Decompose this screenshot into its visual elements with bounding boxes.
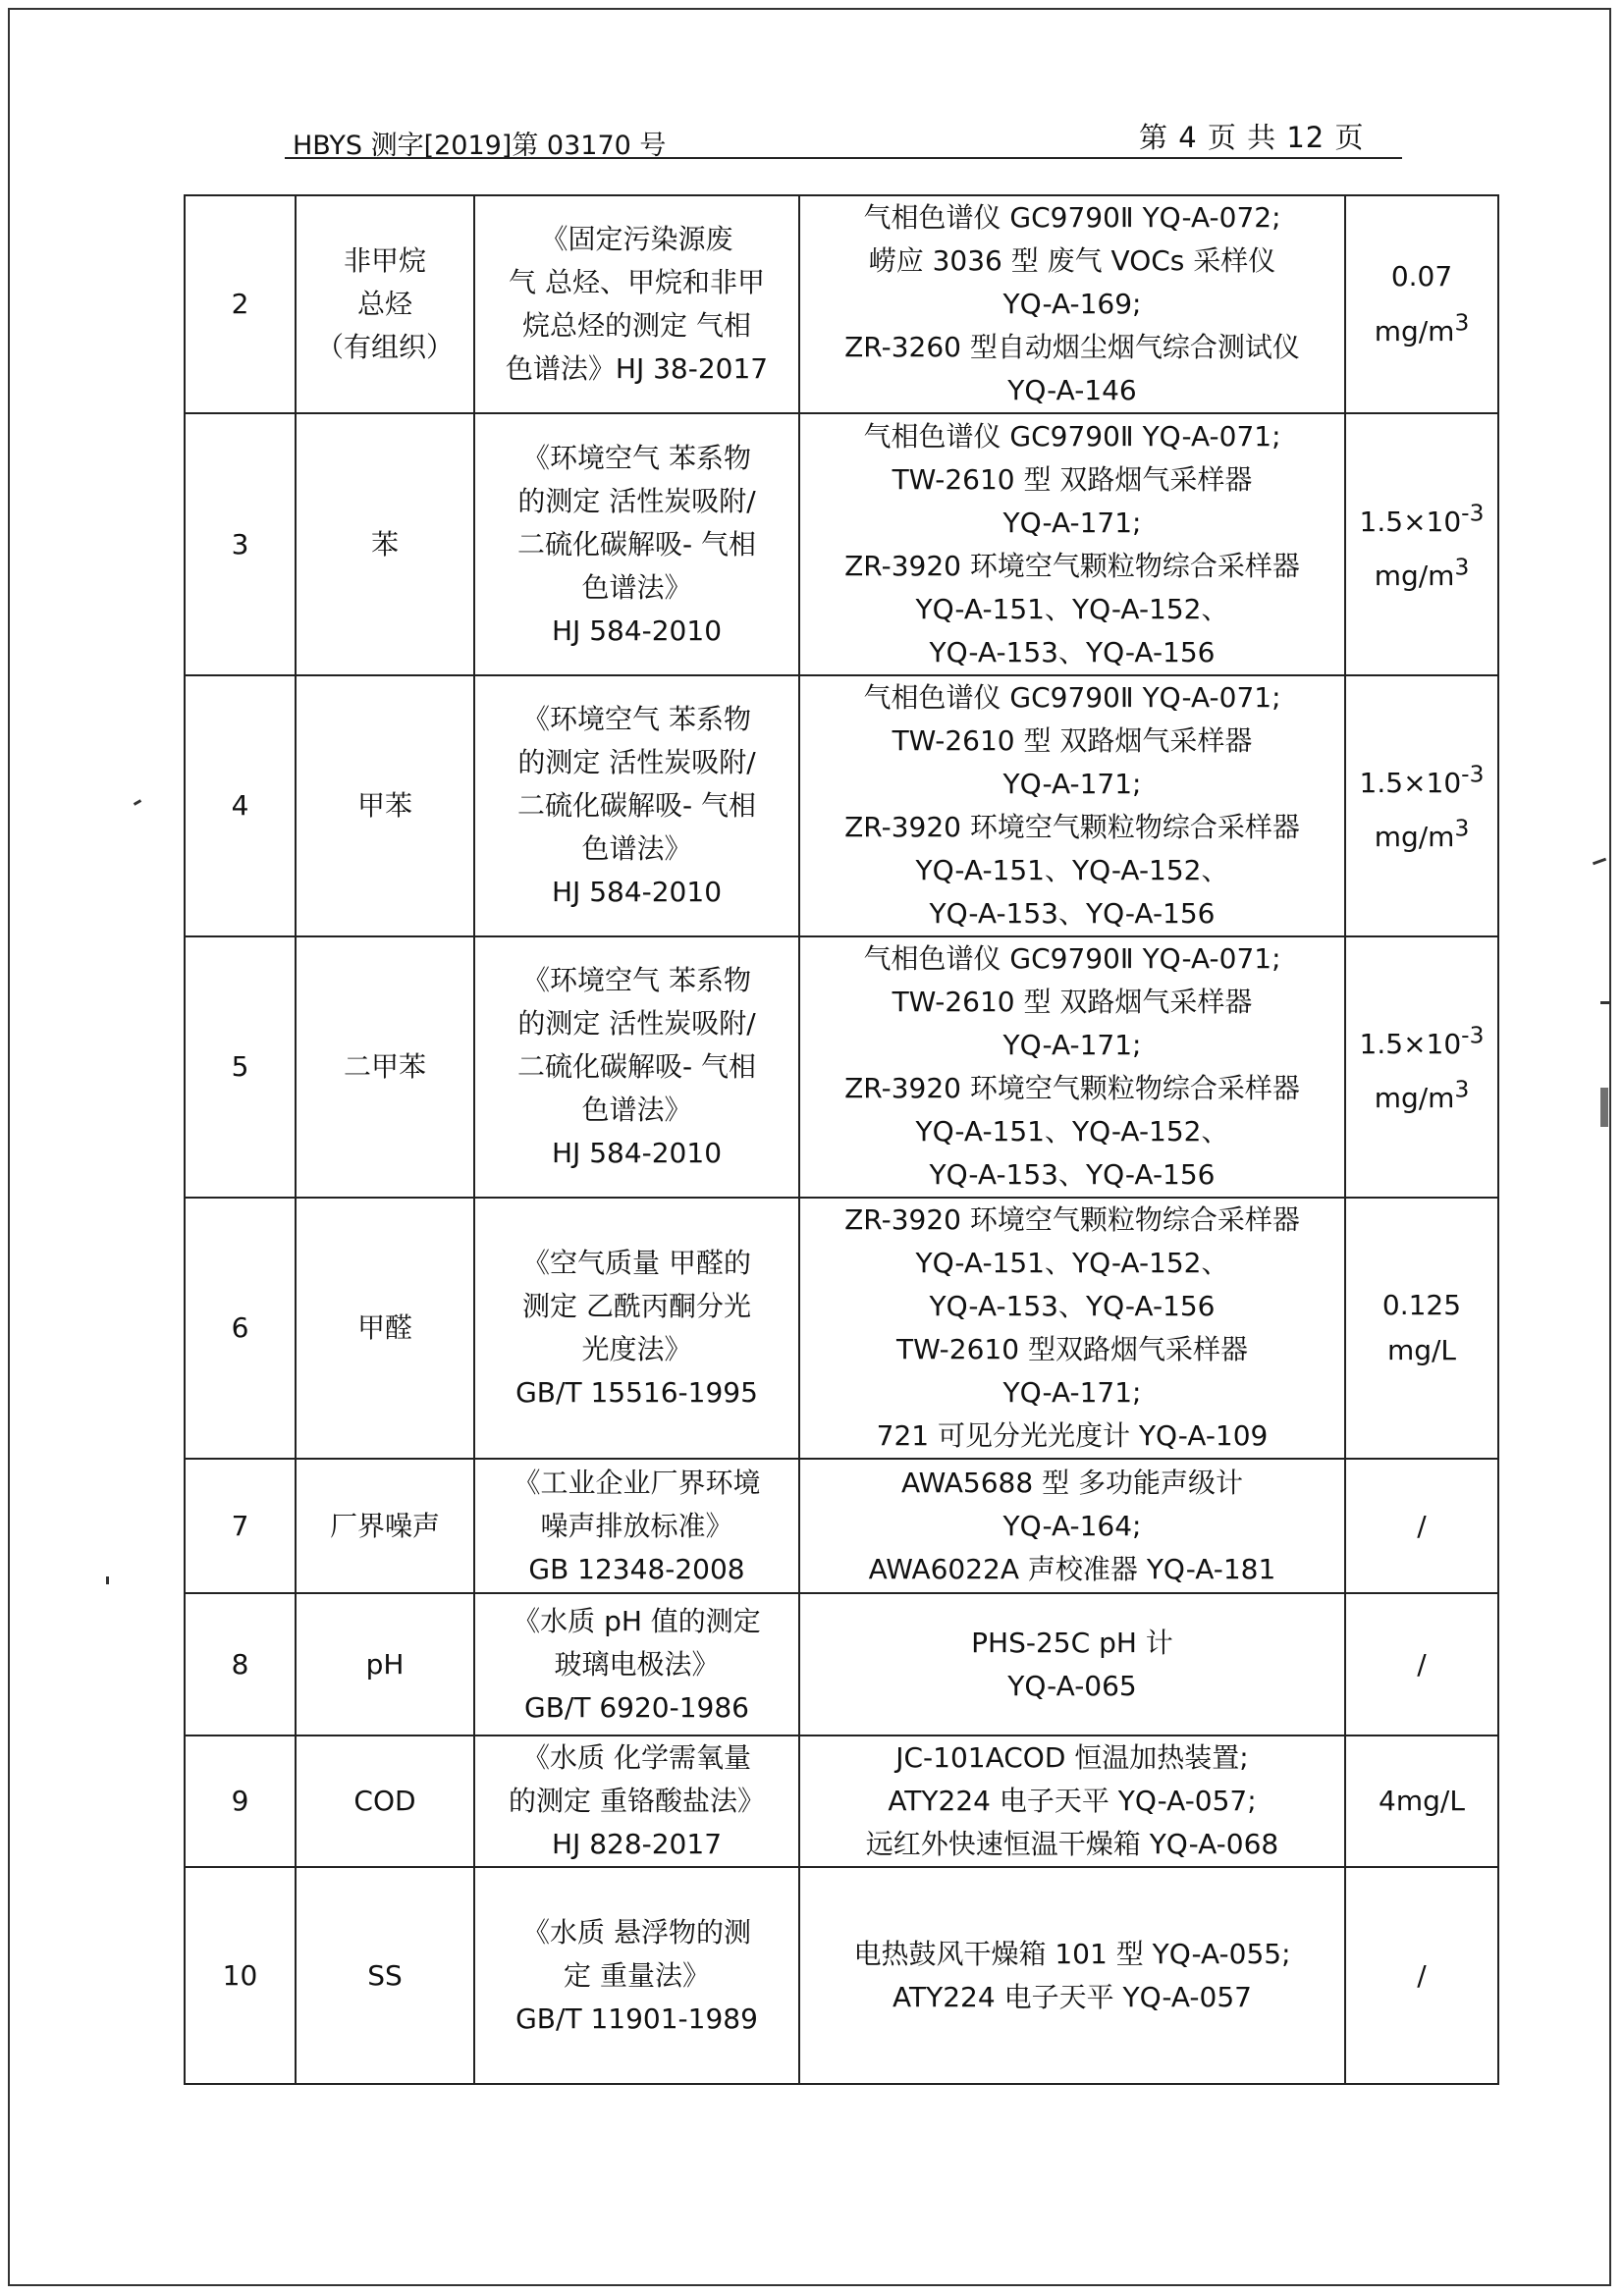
detection-limit [1345,1198,1498,1459]
row-number: 5 [185,936,296,1198]
table-row [185,1593,1498,1735]
scan-mark [1600,1088,1608,1127]
limit-unit: $mg/m^3$ [1374,815,1470,854]
test-item: 甲醛 [296,1198,474,1459]
row-number: 6 [185,1198,296,1459]
table-row [185,195,1498,413]
detection-limit: / [1345,1459,1498,1593]
row-number: 10 [185,1867,296,2084]
test-method: 《环境空气 苯系物 的测定 活性炭吸附/ 二硫化碳解吸- 气相 色谱法》 HJ 584-2010 [474,413,799,675]
test-item: COD [296,1735,474,1867]
limit-value: $1.5\times 10^{-3}$ [1359,760,1485,799]
test-method: 《环境空气 苯系物 的测定 活性炭吸附/ 二硫化碳解吸- 气相 色谱法》 HJ 584-2010 [474,675,799,936]
row-number: 4 [185,675,296,936]
table-row [185,936,1498,1198]
test-equipment: ZR-3920 环境空气颗粒物综合采样器 YQ-A-151、YQ-A-152、 YQ-A-153、YQ-A-156 TW-2610 型双路烟气采样器 YQ-A-171; 721 可见分光光度计 YQ-A-109 [799,1198,1345,1459]
limit-unit: $mg/m^3$ [1374,1076,1470,1115]
test-item: 二甲苯 [296,936,474,1198]
test-equipment: 气相色谱仪 GC9790Ⅱ YQ-A-071; TW-2610 型 双路烟气采样器 YQ-A-171; ZR-3920 环境空气颗粒物综合采样器 YQ-A-151、YQ-A-152、 YQ-A-153、YQ-A-156 [799,413,1345,675]
method-equipment-table [184,194,1499,2085]
table-row [185,1198,1498,1459]
test-method: 《水质 化学需氧量 的测定 重铬酸盐法》 HJ 828-2017 [474,1735,799,1867]
test-equipment: PHS-25C pH 计 YQ-A-065 [799,1593,1345,1735]
row-number: 9 [185,1735,296,1867]
test-item: 甲苯 [296,675,474,936]
detection-limit: 4mg/L [1345,1735,1498,1867]
detection-limit: / [1345,1867,1498,2084]
test-method: 《工业企业厂界环境 噪声排放标准》 GB 12348-2008 [474,1459,799,1593]
table-row [185,1867,1498,2084]
scan-mark [1600,1001,1610,1004]
test-item: 非甲烷 总烃 （有组织） [296,195,474,413]
row-number: 3 [185,413,296,675]
header-rule [285,157,1402,159]
test-item: SS [296,1867,474,2084]
test-equipment: 气相色谱仪 GC9790Ⅱ YQ-A-071; TW-2610 型 双路烟气采样器 YQ-A-171; ZR-3920 环境空气颗粒物综合采样器 YQ-A-151、YQ-A-152、 YQ-A-153、YQ-A-156 [799,675,1345,936]
detection-limit [1345,195,1498,413]
test-equipment: JC-101ACOD 恒温加热装置; ATY224 电子天平 YQ-A-057; 远红外快速恒温干燥箱 YQ-A-068 [799,1735,1345,1867]
table-row [185,1735,1498,1867]
test-method: 《环境空气 苯系物 的测定 活性炭吸附/ 二硫化碳解吸- 气相 色谱法》 HJ 584-2010 [474,936,799,1198]
limit-value: 0.07 [1390,260,1453,294]
page-number: 第 4 页 共 12 页 [1139,121,1365,154]
table-row [185,675,1498,936]
test-item: 厂界噪声 [296,1459,474,1593]
test-method: 《水质 pH 值的测定 玻璃电极法》 GB/T 6920-1986 [474,1593,799,1735]
test-equipment: AWA5688 型 多功能声级计 YQ-A-164; AWA6022A 声校准器 YQ-A-181 [799,1459,1345,1593]
row-number: 8 [185,1593,296,1735]
detection-limit [1345,413,1498,675]
test-equipment: 电热鼓风干燥箱 101 型 YQ-A-055; ATY224 电子天平 YQ-A-057 [799,1867,1345,2084]
test-item: 苯 [296,413,474,675]
limit-value: $1.5\times 10^{-3}$ [1359,1021,1485,1060]
table-row [185,1459,1498,1593]
table-row [185,413,1498,675]
limit-value: 0.125 [1381,1289,1462,1321]
test-equipment: 气相色谱仪 GC9790Ⅱ YQ-A-071; TW-2610 型 双路烟气采样器 YQ-A-171; ZR-3920 环境空气颗粒物综合采样器 YQ-A-151、YQ-A-152、 YQ-A-153、YQ-A-156 [799,936,1345,1198]
limit-value: $1.5\times 10^{-3}$ [1359,499,1485,538]
scan-mark [106,1576,109,1584]
row-number: 2 [185,195,296,413]
test-method: 《固定污染源废 气 总烃、甲烷和非甲 烷总烃的测定 气相 色谱法》HJ 38-2017 [474,195,799,413]
test-item: pH [296,1593,474,1735]
test-method: 《水质 悬浮物的测 定 重量法》 GB/T 11901-1989 [474,1867,799,2084]
limit-unit: $mg/m^3$ [1374,308,1470,347]
report-number: HBYS 测字[2019]第 03170 号 [293,131,667,161]
limit-unit: $mg/m^3$ [1374,553,1470,592]
detection-limit: / [1345,1593,1498,1735]
row-number: 7 [185,1459,296,1593]
detection-limit [1345,675,1498,936]
test-method: 《空气质量 甲醛的 测定 乙酰丙酮分光 光度法》 GB/T 15516-1995 [474,1198,799,1459]
test-equipment: 气相色谱仪 GC9790Ⅱ YQ-A-072; 崂应 3036 型 废气 VOCs 采样仪 YQ-A-169; ZR-3260 型自动烟尘烟气综合测试仪 YQ-A-146 [799,195,1345,413]
limit-unit: mg/L [1386,1334,1457,1366]
detection-limit [1345,936,1498,1198]
